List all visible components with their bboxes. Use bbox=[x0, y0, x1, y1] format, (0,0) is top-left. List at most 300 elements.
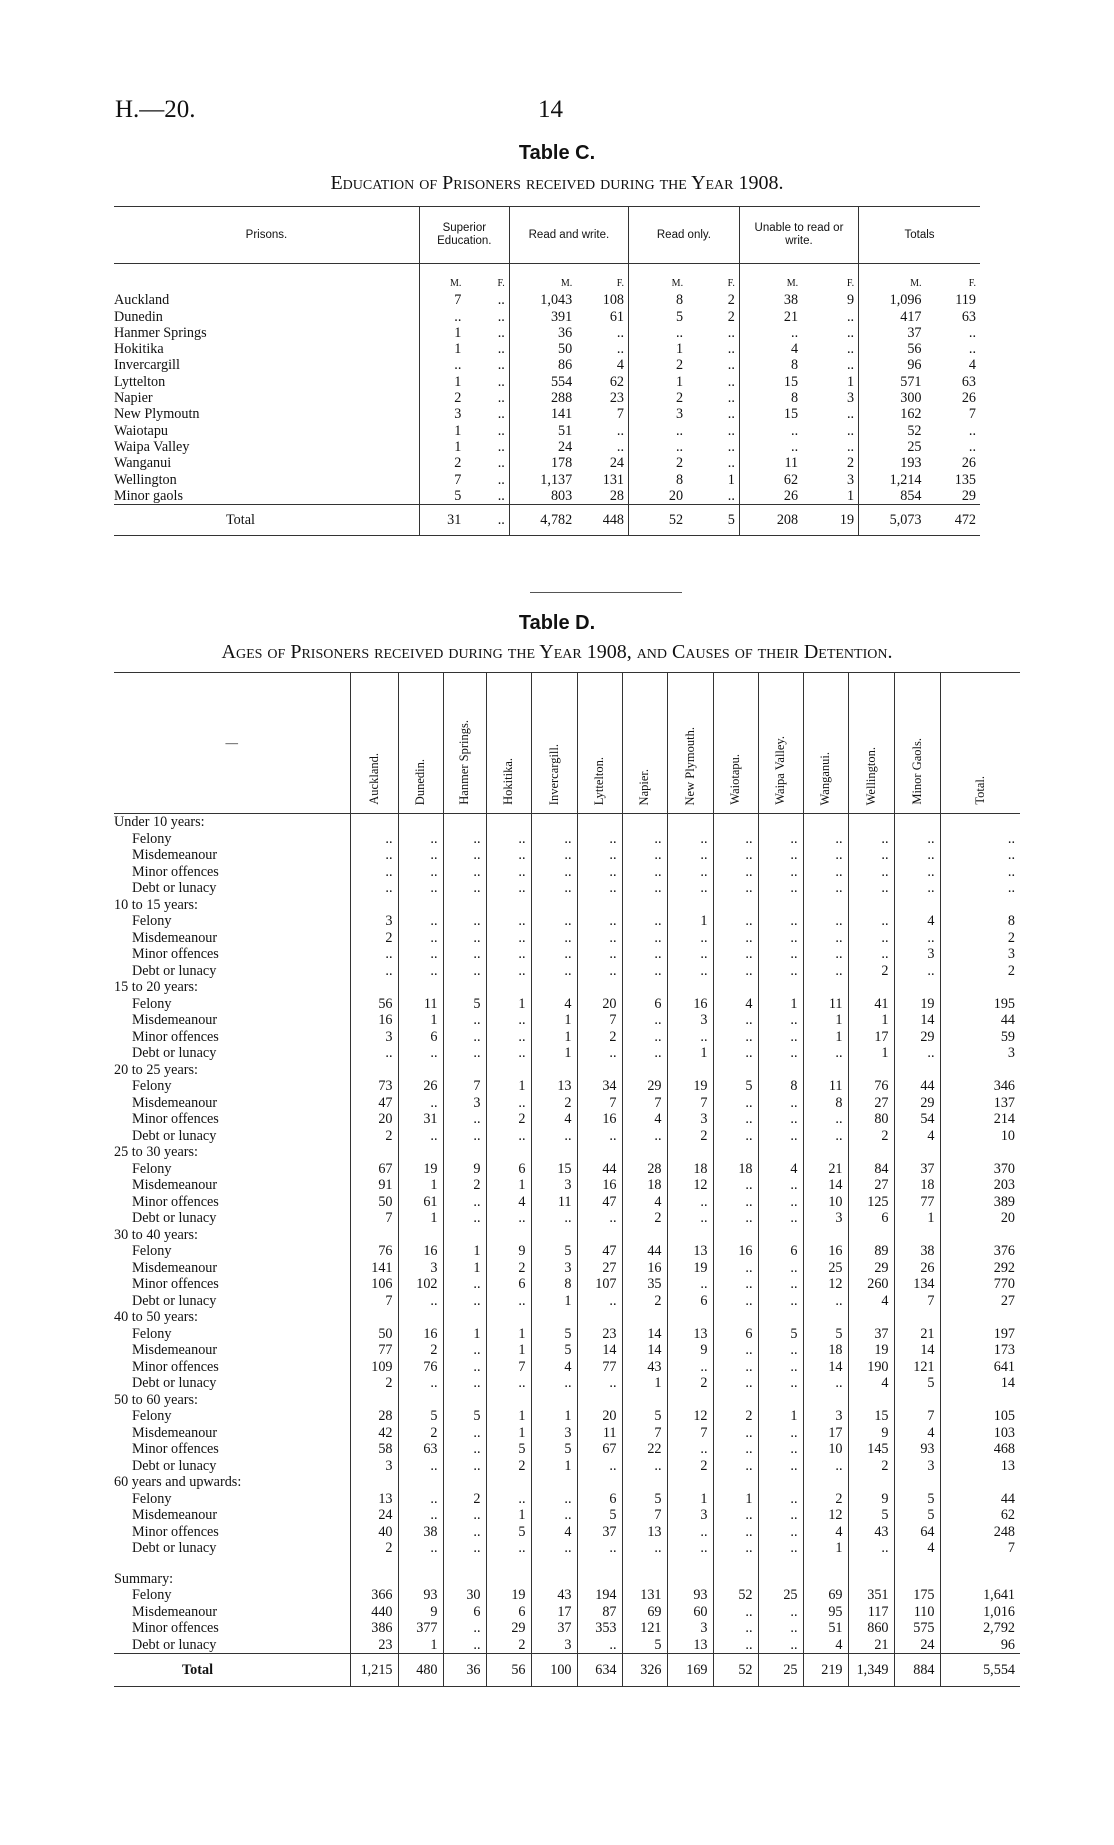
blank-cell bbox=[940, 1557, 1020, 1571]
blank-cell bbox=[443, 1309, 486, 1326]
value-cell: 3 bbox=[531, 1177, 577, 1194]
blank-cell bbox=[486, 1557, 531, 1571]
value-cell: .. bbox=[398, 946, 443, 963]
value-cell: 86 bbox=[509, 357, 576, 373]
blank-cell bbox=[667, 1227, 713, 1244]
blank-cell bbox=[758, 1474, 803, 1491]
value-cell: .. bbox=[622, 1540, 667, 1557]
value-cell: .. bbox=[629, 439, 688, 455]
column-header bbox=[848, 673, 894, 814]
value-cell: 12 bbox=[667, 1177, 713, 1194]
value-cell: 9 bbox=[848, 1425, 894, 1442]
total-value: 36 bbox=[443, 1654, 486, 1687]
value-cell: 5 bbox=[622, 1408, 667, 1425]
value-cell: 2 bbox=[727, 292, 735, 309]
value-cell: .. bbox=[577, 1540, 622, 1557]
blank-cell bbox=[894, 897, 940, 914]
prison-name: Waiotapu bbox=[114, 422, 169, 439]
value-cell: 27 bbox=[848, 1177, 894, 1194]
table-row bbox=[114, 1326, 1020, 1343]
blank-cell bbox=[114, 1557, 350, 1571]
value-cell: 24 bbox=[609, 455, 625, 472]
value-cell: .. bbox=[398, 1375, 443, 1392]
value-cell: 6 bbox=[713, 1326, 758, 1343]
value-cell: 51 bbox=[803, 1620, 848, 1637]
value-cell: .. bbox=[622, 847, 667, 864]
value-cell: .. bbox=[667, 880, 713, 897]
value-cell: 84 bbox=[848, 1161, 894, 1178]
value-cell: 77 bbox=[350, 1342, 398, 1359]
value-cell: 11 bbox=[531, 1194, 577, 1211]
table-row bbox=[114, 1012, 1020, 1029]
value-cell: .. bbox=[443, 831, 486, 848]
value-cell: .. bbox=[713, 831, 758, 848]
value-cell: 2 bbox=[398, 1342, 443, 1359]
value-cell: .. bbox=[667, 930, 713, 947]
table-row bbox=[114, 847, 1020, 864]
value-cell: 131 bbox=[602, 471, 625, 488]
group-label-row bbox=[114, 979, 1020, 996]
value-cell: .. bbox=[486, 1012, 531, 1029]
table-row bbox=[114, 472, 980, 488]
blank-cell bbox=[894, 1144, 940, 1161]
value-cell: 14 bbox=[894, 1012, 940, 1029]
value-cell: 7 bbox=[350, 1210, 398, 1227]
blank-cell bbox=[531, 1144, 577, 1161]
value-cell: 1 bbox=[531, 1408, 577, 1425]
value-cell: .. bbox=[713, 1637, 758, 1654]
value-cell: .. bbox=[803, 1375, 848, 1392]
value-cell: 15 bbox=[848, 1408, 894, 1425]
blank-cell bbox=[577, 1227, 622, 1244]
column-header: Superior Education. bbox=[419, 207, 509, 264]
value-cell: 571 bbox=[859, 374, 926, 390]
value-cell: 43 bbox=[622, 1359, 667, 1376]
value-cell: 18 bbox=[894, 1177, 940, 1194]
value-cell: 105 bbox=[940, 1408, 1020, 1425]
value-cell: 860 bbox=[848, 1620, 894, 1637]
value-cell: .. bbox=[629, 423, 688, 439]
total-value: 52 bbox=[713, 1654, 758, 1687]
value-cell: 61 bbox=[609, 308, 625, 325]
value-cell: 102 bbox=[398, 1276, 443, 1293]
value-cell: 26 bbox=[961, 455, 976, 472]
blank-cell bbox=[398, 979, 443, 996]
value-cell: 62 bbox=[940, 1507, 1020, 1524]
prison-name: Waipa Valley bbox=[114, 438, 190, 455]
column-header bbox=[486, 673, 531, 814]
value-cell: 14 bbox=[803, 1359, 848, 1376]
total-value: 5,073 bbox=[859, 505, 926, 536]
value-cell: .. bbox=[847, 422, 855, 439]
value-cell: 3 bbox=[847, 471, 855, 488]
value-cell: .. bbox=[739, 325, 802, 341]
value-cell: .. bbox=[486, 946, 531, 963]
value-cell: 1 bbox=[848, 1012, 894, 1029]
blank-cell bbox=[667, 1571, 713, 1588]
value-cell: 4 bbox=[848, 1375, 894, 1392]
value-cell: 27 bbox=[848, 1095, 894, 1112]
value-cell: 7 bbox=[622, 1095, 667, 1112]
value-cell: 54 bbox=[894, 1111, 940, 1128]
value-cell: 40 bbox=[350, 1524, 398, 1541]
value-cell: .. bbox=[758, 1425, 803, 1442]
value-cell: .. bbox=[758, 1375, 803, 1392]
total-label: Total bbox=[114, 505, 419, 536]
value-cell: .. bbox=[497, 438, 505, 455]
offence-label: Misdemeanour bbox=[132, 1177, 218, 1193]
total-value: 884 bbox=[894, 1654, 940, 1687]
column-header-label: Waipa Valley. bbox=[773, 736, 787, 805]
value-cell: 2 bbox=[350, 1540, 398, 1557]
prison-name: Dunedin bbox=[114, 308, 163, 325]
value-cell: 21 bbox=[848, 1637, 894, 1654]
value-cell: 1 bbox=[486, 1078, 531, 1095]
value-cell: 7 bbox=[940, 1540, 1020, 1557]
value-cell: 42 bbox=[350, 1425, 398, 1442]
value-cell: .. bbox=[803, 1111, 848, 1128]
value-cell: .. bbox=[419, 357, 465, 373]
value-cell: .. bbox=[727, 324, 735, 341]
blank-cell bbox=[577, 1062, 622, 1079]
value-cell: .. bbox=[486, 1095, 531, 1112]
value-cell: .. bbox=[758, 1029, 803, 1046]
value-cell: 17 bbox=[803, 1425, 848, 1442]
value-cell: 2 bbox=[667, 1375, 713, 1392]
blank-cell bbox=[350, 897, 398, 914]
value-cell: 17 bbox=[848, 1029, 894, 1046]
value-cell: 7 bbox=[443, 1078, 486, 1095]
value-cell: .. bbox=[894, 1045, 940, 1062]
value-cell: 7 bbox=[486, 1359, 531, 1376]
value-cell: 854 bbox=[859, 488, 926, 505]
value-cell: 87 bbox=[577, 1604, 622, 1621]
group-label-row bbox=[114, 1227, 1020, 1244]
offence-label: Debt or lunacy bbox=[132, 1457, 217, 1474]
value-cell: 3 bbox=[531, 1637, 577, 1654]
value-cell: 5 bbox=[531, 1326, 577, 1343]
value-cell: 1 bbox=[398, 1012, 443, 1029]
value-cell: 19 bbox=[667, 1078, 713, 1095]
total-value: 634 bbox=[577, 1654, 622, 1687]
total-value: 472 bbox=[926, 505, 980, 536]
blank-cell bbox=[531, 897, 577, 914]
blank-cell bbox=[350, 1571, 398, 1588]
value-cell: 2 bbox=[848, 1458, 894, 1475]
value-cell: .. bbox=[443, 1425, 486, 1442]
value-cell: 7 bbox=[616, 406, 625, 423]
value-cell: 1 bbox=[398, 1210, 443, 1227]
value-cell: 1 bbox=[667, 1045, 713, 1062]
value-cell: 63 bbox=[961, 373, 976, 390]
value-cell: .. bbox=[622, 930, 667, 947]
value-cell: .. bbox=[713, 864, 758, 881]
value-cell: .. bbox=[713, 1375, 758, 1392]
value-cell: .. bbox=[531, 880, 577, 897]
column-header bbox=[667, 673, 713, 814]
value-cell: 18 bbox=[622, 1177, 667, 1194]
value-cell: .. bbox=[894, 930, 940, 947]
value-cell: 77 bbox=[577, 1359, 622, 1376]
value-cell: .. bbox=[486, 1375, 531, 1392]
value-cell: 28 bbox=[350, 1408, 398, 1425]
value-cell: .. bbox=[531, 1210, 577, 1227]
value-cell: .. bbox=[848, 864, 894, 881]
value-cell: 56 bbox=[859, 341, 926, 357]
table-row bbox=[114, 1243, 1020, 1260]
value-cell: .. bbox=[847, 341, 855, 358]
value-cell: .. bbox=[758, 1045, 803, 1062]
value-cell: .. bbox=[531, 847, 577, 864]
total-value: 56 bbox=[486, 1654, 531, 1687]
value-cell: 62 bbox=[739, 472, 802, 488]
value-cell: 4 bbox=[968, 357, 976, 374]
offence-label: Felony bbox=[132, 1587, 172, 1603]
blank-cell bbox=[667, 1474, 713, 1491]
blank-cell bbox=[531, 1571, 577, 1588]
value-cell: .. bbox=[848, 913, 894, 930]
value-cell: .. bbox=[803, 880, 848, 897]
blank-cell bbox=[940, 1474, 1020, 1491]
value-cell: 12 bbox=[803, 1507, 848, 1524]
value-cell: 1,641 bbox=[940, 1587, 1020, 1604]
value-cell: .. bbox=[940, 880, 1020, 897]
section-divider bbox=[530, 592, 682, 593]
value-cell: 1 bbox=[398, 1177, 443, 1194]
value-cell: .. bbox=[727, 455, 735, 472]
value-cell: 29 bbox=[961, 487, 976, 504]
table-row bbox=[114, 1045, 1020, 1062]
blank-cell bbox=[803, 1557, 848, 1571]
value-cell: .. bbox=[622, 1128, 667, 1145]
value-cell: .. bbox=[713, 1540, 758, 1557]
sex-subheader: F. bbox=[846, 278, 855, 289]
blank-cell bbox=[713, 1392, 758, 1409]
value-cell: .. bbox=[739, 423, 802, 439]
value-cell: 3 bbox=[531, 1425, 577, 1442]
age-group-label: 30 to 40 years: bbox=[114, 1226, 198, 1243]
value-cell: 1 bbox=[443, 1260, 486, 1277]
value-cell: 18 bbox=[803, 1342, 848, 1359]
total-value: 448 bbox=[576, 505, 628, 536]
value-cell: .. bbox=[616, 422, 625, 439]
blank-cell bbox=[803, 814, 848, 831]
value-cell: 770 bbox=[940, 1276, 1020, 1293]
offence-label: Felony bbox=[132, 1325, 172, 1342]
blank-cell bbox=[848, 1557, 894, 1571]
value-cell: .. bbox=[713, 1342, 758, 1359]
table-row bbox=[114, 455, 980, 471]
value-cell: 11 bbox=[803, 996, 848, 1013]
value-cell: .. bbox=[497, 455, 505, 472]
value-cell: .. bbox=[350, 946, 398, 963]
value-cell: 73 bbox=[350, 1078, 398, 1095]
value-cell: .. bbox=[713, 1359, 758, 1376]
table-row bbox=[114, 341, 980, 357]
group-label-row bbox=[114, 1062, 1020, 1079]
value-cell: .. bbox=[758, 946, 803, 963]
value-cell: 29 bbox=[894, 1029, 940, 1046]
value-cell: 24 bbox=[894, 1637, 940, 1654]
value-cell: 36 bbox=[509, 325, 576, 341]
value-cell: .. bbox=[713, 1276, 758, 1293]
value-cell: 3 bbox=[443, 1095, 486, 1112]
value-cell: 135 bbox=[954, 471, 976, 488]
value-cell: 575 bbox=[894, 1620, 940, 1637]
value-cell: 2 bbox=[622, 1293, 667, 1310]
value-cell: 353 bbox=[577, 1620, 622, 1637]
value-cell: .. bbox=[443, 1458, 486, 1475]
value-cell: 11 bbox=[398, 996, 443, 1013]
offence-label: Felony bbox=[132, 1243, 172, 1259]
value-cell: 14 bbox=[622, 1326, 667, 1343]
value-cell: .. bbox=[350, 880, 398, 897]
value-cell: .. bbox=[758, 1210, 803, 1227]
value-cell: .. bbox=[622, 963, 667, 980]
value-cell: .. bbox=[940, 864, 1020, 881]
value-cell: .. bbox=[622, 864, 667, 881]
value-cell: .. bbox=[577, 864, 622, 881]
value-cell: 19 bbox=[486, 1587, 531, 1604]
value-cell: 34 bbox=[577, 1078, 622, 1095]
value-cell: .. bbox=[758, 1194, 803, 1211]
value-cell: 64 bbox=[894, 1524, 940, 1541]
value-cell: .. bbox=[848, 831, 894, 848]
blank-cell bbox=[758, 1309, 803, 1326]
value-cell: .. bbox=[758, 1342, 803, 1359]
offence-label: Minor offences bbox=[132, 1358, 219, 1375]
value-cell: 131 bbox=[622, 1587, 667, 1604]
value-cell: 248 bbox=[940, 1524, 1020, 1541]
value-cell: 76 bbox=[848, 1078, 894, 1095]
blank-cell bbox=[940, 814, 1020, 831]
value-cell: 76 bbox=[398, 1359, 443, 1376]
value-cell: .. bbox=[497, 357, 505, 374]
prison-name: Minor gaols bbox=[114, 487, 183, 504]
value-cell: .. bbox=[497, 324, 505, 341]
value-cell: 1 bbox=[847, 487, 855, 504]
value-cell: 24 bbox=[509, 439, 576, 455]
value-cell: 8 bbox=[758, 1078, 803, 1095]
value-cell: .. bbox=[398, 1507, 443, 1524]
value-cell: 5 bbox=[531, 1441, 577, 1458]
blank-cell bbox=[803, 979, 848, 996]
table-row bbox=[114, 1161, 1020, 1178]
value-cell: 29 bbox=[622, 1078, 667, 1095]
value-cell: .. bbox=[847, 438, 855, 455]
value-cell: 6 bbox=[848, 1210, 894, 1227]
value-cell: 119 bbox=[955, 292, 976, 309]
value-cell: 14 bbox=[622, 1342, 667, 1359]
value-cell: 9 bbox=[848, 1491, 894, 1508]
value-cell: 47 bbox=[350, 1095, 398, 1112]
age-group-label: 15 to 20 years: bbox=[114, 979, 198, 995]
value-cell: 1,137 bbox=[509, 472, 576, 488]
column-header bbox=[350, 673, 398, 814]
value-cell: .. bbox=[443, 1293, 486, 1310]
value-cell: 300 bbox=[859, 390, 926, 406]
value-cell: .. bbox=[577, 963, 622, 980]
value-cell: 3 bbox=[667, 1620, 713, 1637]
table-d-header bbox=[114, 673, 1020, 814]
value-cell: 13 bbox=[940, 1458, 1020, 1475]
value-cell: .. bbox=[616, 438, 625, 455]
value-cell: 21 bbox=[739, 309, 802, 325]
value-cell: 5 bbox=[419, 488, 465, 505]
column-header bbox=[713, 673, 758, 814]
value-cell: .. bbox=[848, 847, 894, 864]
value-cell: .. bbox=[803, 1128, 848, 1145]
total-value: 4,782 bbox=[509, 505, 576, 536]
value-cell: .. bbox=[443, 1637, 486, 1654]
blank-cell bbox=[940, 1227, 1020, 1244]
value-cell: 7 bbox=[894, 1408, 940, 1425]
total-value: 1,349 bbox=[848, 1654, 894, 1687]
value-cell: .. bbox=[727, 422, 735, 439]
value-cell: 117 bbox=[848, 1604, 894, 1621]
blank-cell bbox=[443, 1557, 486, 1571]
blank-cell bbox=[350, 1474, 398, 1491]
value-cell: .. bbox=[848, 946, 894, 963]
value-cell: 6 bbox=[622, 996, 667, 1013]
blank-cell bbox=[622, 1144, 667, 1161]
value-cell: .. bbox=[803, 847, 848, 864]
blank-cell bbox=[622, 1392, 667, 1409]
value-cell: .. bbox=[443, 847, 486, 864]
value-cell: 190 bbox=[848, 1359, 894, 1376]
value-cell: 3 bbox=[803, 1408, 848, 1425]
value-cell: .. bbox=[486, 963, 531, 980]
total-value: 169 bbox=[667, 1654, 713, 1687]
value-cell: 52 bbox=[713, 1587, 758, 1604]
value-cell: .. bbox=[398, 1095, 443, 1112]
total-value: 208 bbox=[739, 505, 802, 536]
age-group-label: 40 to 50 years: bbox=[114, 1309, 198, 1325]
blank-cell bbox=[486, 979, 531, 996]
blank-cell bbox=[848, 1392, 894, 1409]
value-cell: 1 bbox=[419, 374, 465, 390]
blank-cell bbox=[713, 1144, 758, 1161]
total-value: 5 bbox=[687, 505, 739, 536]
sex-subheader: F. bbox=[616, 278, 625, 289]
value-cell: 20 bbox=[629, 488, 688, 505]
blank-cell bbox=[940, 897, 1020, 914]
sex-subheader: M. bbox=[629, 264, 688, 293]
blank-cell bbox=[940, 1309, 1020, 1326]
value-cell: 5 bbox=[803, 1326, 848, 1343]
value-cell: 1 bbox=[486, 1408, 531, 1425]
value-cell: 4 bbox=[739, 341, 802, 357]
blank-cell bbox=[848, 1062, 894, 1079]
value-cell: 8 bbox=[629, 472, 688, 488]
value-cell: 38 bbox=[739, 292, 802, 308]
blank-cell bbox=[531, 1309, 577, 1326]
value-cell: .. bbox=[758, 913, 803, 930]
age-group-label: Under 10 years: bbox=[114, 814, 205, 830]
value-cell: 1 bbox=[486, 1177, 531, 1194]
value-cell: 10 bbox=[803, 1441, 848, 1458]
total-value: 52 bbox=[629, 505, 688, 536]
value-cell: 58 bbox=[350, 1441, 398, 1458]
table-row bbox=[114, 309, 980, 325]
value-cell: .. bbox=[443, 1029, 486, 1046]
blank-cell bbox=[848, 1309, 894, 1326]
table-row bbox=[114, 1359, 1020, 1376]
blank-cell bbox=[803, 897, 848, 914]
value-cell: 4 bbox=[622, 1194, 667, 1211]
value-cell: .. bbox=[713, 847, 758, 864]
value-cell: 5 bbox=[531, 1342, 577, 1359]
